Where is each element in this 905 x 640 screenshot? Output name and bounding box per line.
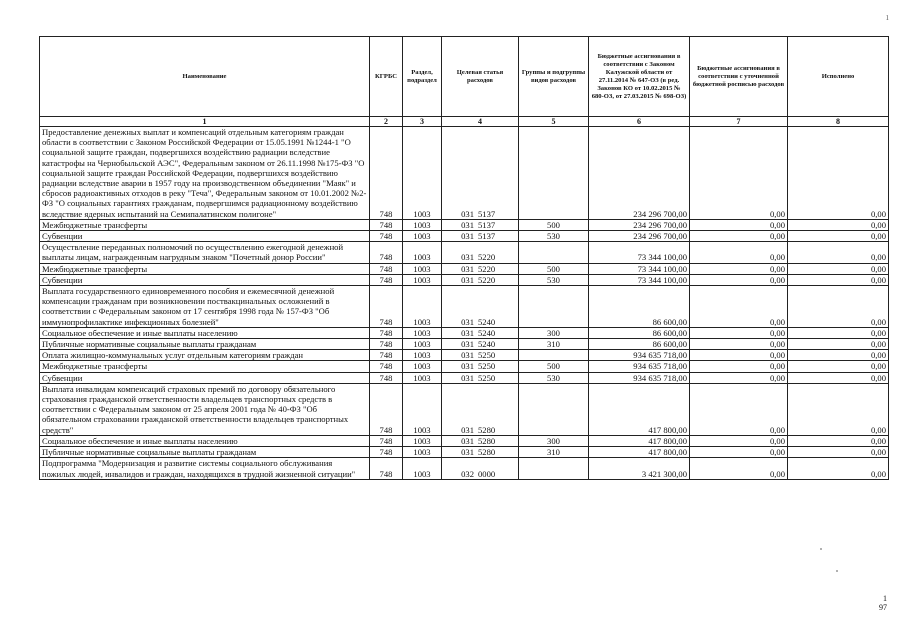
row-name: Субвенции — [40, 372, 370, 383]
row-assign-law: 417 800,00 — [589, 383, 690, 435]
header-section: Раздел, подраздел — [403, 37, 442, 117]
target-program-code: 031 — [461, 208, 474, 219]
table-row — [40, 231, 889, 242]
header-target: Целевая статья расходов — [442, 37, 519, 117]
column-number: 5 — [519, 117, 589, 127]
header-name: Наименование — [40, 37, 370, 117]
row-kgrbs: 748 — [370, 383, 403, 435]
row-assign-refined: 0,00 — [690, 458, 788, 479]
header-assign-law: Бюджетные ассигнования в соответствии с Законом Калужской области от 27.11.2014 № 647-ОЗ (в ред. Законов КО от 10.02.2015 № 680-ОЗ, от 27.03.2015 № 698-ОЗ) — [589, 37, 690, 117]
table-row — [40, 127, 889, 220]
row-executed: 0,00 — [788, 339, 889, 350]
row-name: Выплата государственного единовременного пособия и ежемесячной денежной компенсации гражданам при возникновении поствакцинальных осложнений в соответствии с Федеральным законом от 17 сентября 1998 года № 157-ФЗ "Об иммунопрофилактике инфекционных болезней" — [40, 286, 370, 328]
target-direction-code: 5137 — [478, 219, 496, 230]
row-assign-law: 86 600,00 — [589, 286, 690, 328]
row-target — [442, 327, 519, 338]
target-direction-code: 5280 — [478, 435, 496, 446]
row-section: 1003 — [403, 231, 442, 242]
row-executed: 0,00 — [788, 372, 889, 383]
row-name: Осуществление переданных полномочий по осуществлению ежегодной денежной выплаты лицам, награжденным нагрудным знаком "Почетный донор России" — [40, 242, 370, 263]
row-executed: 0,00 — [788, 435, 889, 446]
target-program-code: 031 — [461, 327, 474, 338]
row-kgrbs: 748 — [370, 127, 403, 220]
target-direction-code: 5250 — [478, 372, 496, 383]
row-assign-refined: 0,00 — [690, 327, 788, 338]
row-group: 530 — [519, 372, 589, 383]
target-program-code: 031 — [461, 231, 474, 242]
row-kgrbs: 748 — [370, 263, 403, 274]
row-target — [442, 435, 519, 446]
target-program-code: 031 — [461, 263, 474, 274]
header-executed: Исполнено — [788, 37, 889, 117]
row-section: 1003 — [403, 339, 442, 350]
row-assign-refined: 0,00 — [690, 350, 788, 361]
row-assign-law: 234 296 700,00 — [589, 127, 690, 220]
target-program-code: 031 — [461, 339, 474, 350]
row-executed: 0,00 — [788, 286, 889, 328]
row-executed: 0,00 — [788, 127, 889, 220]
row-assign-law: 934 635 718,00 — [589, 350, 690, 361]
row-section: 1003 — [403, 361, 442, 372]
target-program-code: 031 — [461, 316, 474, 327]
row-assign-law: 417 800,00 — [589, 447, 690, 458]
row-kgrbs: 748 — [370, 447, 403, 458]
row-section: 1003 — [403, 435, 442, 446]
row-name: Оплата жилищно-коммунальных услуг отдельным категориям граждан — [40, 350, 370, 361]
row-assign-law: 934 635 718,00 — [589, 372, 690, 383]
table-row — [40, 361, 889, 372]
row-name: Межбюджетные трансферты — [40, 361, 370, 372]
target-direction-code: 5250 — [478, 350, 496, 361]
target-direction-code: 5137 — [478, 231, 496, 242]
row-section: 1003 — [403, 263, 442, 274]
table-row — [40, 435, 889, 446]
row-name: Межбюджетные трансферты — [40, 219, 370, 230]
row-target — [442, 361, 519, 372]
row-name: Подпрограмма "Модернизация и развитие системы социального обслуживания пожилых людей, инвалидов и граждан, находящихся в трудной жизненной ситуации" — [40, 458, 370, 479]
scan-speck — [820, 548, 822, 550]
target-direction-code: 5137 — [478, 208, 496, 219]
row-group: 500 — [519, 263, 589, 274]
row-target — [442, 447, 519, 458]
target-direction-code: 5220 — [478, 252, 496, 263]
row-executed: 0,00 — [788, 242, 889, 263]
table-row — [40, 274, 889, 285]
row-assign-law: 934 635 718,00 — [589, 361, 690, 372]
row-assign-refined: 0,00 — [690, 219, 788, 230]
row-assign-refined: 0,00 — [690, 383, 788, 435]
target-program-code: 031 — [461, 372, 474, 383]
column-number: 4 — [442, 117, 519, 127]
row-group: 310 — [519, 339, 589, 350]
row-section: 1003 — [403, 327, 442, 338]
row-group — [519, 350, 589, 361]
header-kgrbs: КГРБС — [370, 37, 403, 117]
target-program-code: 031 — [461, 274, 474, 285]
target-direction-code: 5220 — [478, 263, 496, 274]
target-program-code: 031 — [461, 350, 474, 361]
row-assign-refined: 0,00 — [690, 263, 788, 274]
row-assign-refined: 0,00 — [690, 339, 788, 350]
column-number: 1 — [40, 117, 370, 127]
row-section: 1003 — [403, 286, 442, 328]
row-target — [442, 350, 519, 361]
table-row — [40, 327, 889, 338]
table-row — [40, 219, 889, 230]
row-kgrbs: 748 — [370, 458, 403, 479]
row-target — [442, 339, 519, 350]
row-name: Публичные нормативные социальные выплаты гражданам — [40, 447, 370, 458]
row-group: 530 — [519, 231, 589, 242]
table-row — [40, 447, 889, 458]
row-assign-refined: 0,00 — [690, 372, 788, 383]
row-assign-refined: 0,00 — [690, 447, 788, 458]
row-group: 310 — [519, 447, 589, 458]
row-executed: 0,00 — [788, 274, 889, 285]
row-executed: 0,00 — [788, 361, 889, 372]
budget-table — [39, 36, 889, 480]
table-row — [40, 350, 889, 361]
row-kgrbs: 748 — [370, 274, 403, 285]
row-target — [442, 286, 519, 328]
column-number: 3 — [403, 117, 442, 127]
table-row — [40, 263, 889, 274]
target-program-code: 031 — [461, 361, 474, 372]
target-program-code: 031 — [461, 424, 474, 435]
target-direction-code: 5240 — [478, 316, 496, 327]
row-assign-refined: 0,00 — [690, 127, 788, 220]
row-assign-refined: 0,00 — [690, 286, 788, 328]
row-assign-law: 86 600,00 — [589, 327, 690, 338]
header-row — [40, 37, 889, 117]
row-name: Предоставление денежных выплат и компенсаций отдельным категориям граждан области в соответствии с Законом Российской Федерации от 15.05.1991 №1244-1 "О социальной защите граждан, подвергшихся воздействию радиации вследствие катастрофы на Чернобыльской АЭС", Федеральным законом от 26.11.1998 №175-ФЗ "О социальной защите граждан Российской Федерации, подвергшихся воздействию радиации вследствие аварии в 1957 году на производственном объединении "Маяк" и сбросов радиоактивных отходов в реку "Теча", Федеральным законом от 10.01.2002 №2-ФЗ "О социальных гарантиях гражданам, подвергшимся радиационному воздействию вследствие ядерных испытаний на Семипалатинском полигоне" — [40, 127, 370, 220]
header-assign-refined: Бюджетные ассигнования в соответствии с уточненной бюджетной росписью расходов — [690, 37, 788, 117]
corner-mark: 1 — [885, 14, 889, 22]
row-name: Социальное обеспечение и иные выплаты населению — [40, 327, 370, 338]
target-program-code: 031 — [461, 219, 474, 230]
column-number: 8 — [788, 117, 889, 127]
row-assign-refined: 0,00 — [690, 242, 788, 263]
row-assign-law: 417 800,00 — [589, 435, 690, 446]
scan-speck — [836, 570, 838, 572]
row-name: Субвенции — [40, 231, 370, 242]
row-target — [442, 263, 519, 274]
row-group: 300 — [519, 435, 589, 446]
row-section: 1003 — [403, 447, 442, 458]
row-section: 1003 — [403, 458, 442, 479]
column-number-row — [40, 117, 889, 127]
row-assign-refined: 0,00 — [690, 231, 788, 242]
row-name: Выплата инвалидам компенсаций страховых премий по договору обязательного страхования гражданской ответственности владельцев транспортных средств в соответствии с Федеральным законом от 25 апреля 2001 года № 40-ФЗ "Об обязательном страховании гражданской ответственности владельцев транспортных средств" — [40, 383, 370, 435]
row-kgrbs: 748 — [370, 286, 403, 328]
column-number: 2 — [370, 117, 403, 127]
row-target — [442, 458, 519, 479]
row-target — [442, 219, 519, 230]
row-name: Межбюджетные трансферты — [40, 263, 370, 274]
row-group — [519, 242, 589, 263]
row-target — [442, 242, 519, 263]
row-section: 1003 — [403, 383, 442, 435]
row-executed: 0,00 — [788, 327, 889, 338]
row-kgrbs: 748 — [370, 327, 403, 338]
row-assign-law: 3 421 300,00 — [589, 458, 690, 479]
table-row — [40, 372, 889, 383]
target-program-code: 032 — [461, 468, 474, 479]
target-program-code: 031 — [461, 435, 474, 446]
target-program-code: 031 — [461, 252, 474, 263]
row-kgrbs: 748 — [370, 350, 403, 361]
table-row — [40, 286, 889, 328]
row-assign-law: 73 344 100,00 — [589, 263, 690, 274]
page-number-value: 97 — [879, 603, 887, 612]
row-target — [442, 372, 519, 383]
table-row — [40, 339, 889, 350]
target-direction-code: 5250 — [478, 361, 496, 372]
row-assign-law: 234 296 700,00 — [589, 231, 690, 242]
row-name: Публичные нормативные социальные выплаты гражданам — [40, 339, 370, 350]
row-name: Субвенции — [40, 274, 370, 285]
row-group: 500 — [519, 361, 589, 372]
row-assign-refined: 0,00 — [690, 435, 788, 446]
target-direction-code: 5240 — [478, 327, 496, 338]
target-direction-code: 5220 — [478, 274, 496, 285]
row-executed: 0,00 — [788, 219, 889, 230]
row-kgrbs: 748 — [370, 435, 403, 446]
row-group: 500 — [519, 219, 589, 230]
row-section: 1003 — [403, 219, 442, 230]
row-kgrbs: 748 — [370, 219, 403, 230]
table-row — [40, 458, 889, 479]
row-group: 530 — [519, 274, 589, 285]
target-direction-code: 5240 — [478, 339, 496, 350]
row-kgrbs: 748 — [370, 361, 403, 372]
row-executed: 0,00 — [788, 350, 889, 361]
row-executed: 0,00 — [788, 263, 889, 274]
row-group — [519, 383, 589, 435]
row-executed: 0,00 — [788, 383, 889, 435]
row-section: 1003 — [403, 242, 442, 263]
row-assign-law: 86 600,00 — [589, 339, 690, 350]
row-section: 1003 — [403, 350, 442, 361]
row-kgrbs: 748 — [370, 242, 403, 263]
row-kgrbs: 748 — [370, 339, 403, 350]
row-executed: 0,00 — [788, 458, 889, 479]
column-number: 7 — [690, 117, 788, 127]
page-mark: 1 — [883, 594, 887, 603]
target-direction-code: 5280 — [478, 424, 496, 435]
row-section: 1003 — [403, 127, 442, 220]
row-group: 300 — [519, 327, 589, 338]
row-target — [442, 274, 519, 285]
page-number — [879, 594, 887, 612]
row-group — [519, 127, 589, 220]
row-section: 1003 — [403, 274, 442, 285]
row-assign-refined: 0,00 — [690, 274, 788, 285]
row-section: 1003 — [403, 372, 442, 383]
row-group — [519, 286, 589, 328]
target-direction-code: 5280 — [478, 447, 496, 458]
row-target — [442, 383, 519, 435]
row-kgrbs: 748 — [370, 372, 403, 383]
row-target — [442, 127, 519, 220]
row-target — [442, 231, 519, 242]
row-name: Социальное обеспечение и иные выплаты населению — [40, 435, 370, 446]
row-assign-law: 73 344 100,00 — [589, 274, 690, 285]
row-kgrbs: 748 — [370, 231, 403, 242]
header-groups: Группы и подгруппы видов расходов — [519, 37, 589, 117]
row-executed: 0,00 — [788, 447, 889, 458]
table-row — [40, 383, 889, 435]
column-number: 6 — [589, 117, 690, 127]
row-assign-law: 73 344 100,00 — [589, 242, 690, 263]
target-direction-code: 0000 — [478, 468, 496, 479]
row-assign-refined: 0,00 — [690, 361, 788, 372]
row-assign-law: 234 296 700,00 — [589, 219, 690, 230]
table-row — [40, 242, 889, 263]
row-group — [519, 458, 589, 479]
row-executed: 0,00 — [788, 231, 889, 242]
target-program-code: 031 — [461, 447, 474, 458]
